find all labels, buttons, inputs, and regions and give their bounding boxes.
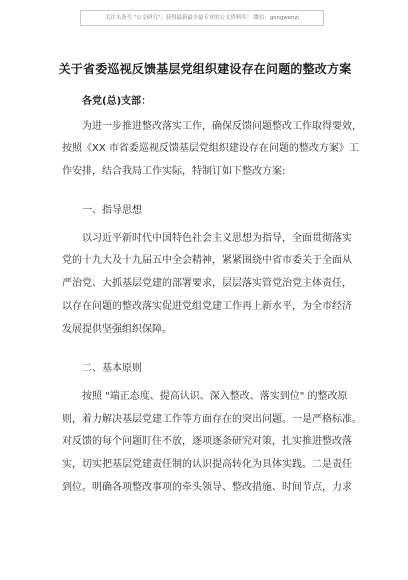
section1-line-5: 发展提供坚强组织保障。 [62,324,172,335]
section1-line-2: 党的十九大及十九届五中全会精神，紧紧围绕中省市委关于全面从 [62,255,352,266]
section1-line-4: 以存在问题的整改落实促进党组党建工作再上新水平，为全市经济 [62,301,352,312]
section2-line-3: 对反馈的每个问题盯住不放，逐项逐条研究对策，扎实推进整改落 [62,436,352,447]
document-title: 关于省委巡视反馈基层党组织建设存在问题的整改方案 [58,62,352,76]
section2-line-4: 实，切实把基层党建责任制的认识提高转化为具体实践。二是责任 [62,459,352,470]
section2-line-5: 到位。明确各项整改事项的牵头领导、整改措施、时间节点，力求 [62,482,352,493]
section1-line-3: 严治党、大抓基层党建的部署要求，层层落实管党治党主体责任， [62,278,352,289]
section-heading-guiding-thought: 一、指导思想 [82,205,142,216]
intro-line-3: 作安排，结合我局工作实际，特制订如下整改方案: [62,166,286,177]
intro-line-1: 为进一步推进整改落实工作，确保反馈问题整改工作取得要效， [82,121,362,132]
section1-line-1: 以习近平新时代中国特色社会主义思想为指导，全面贯彻落实 [82,233,352,244]
section-heading-basic-principles: 二、基本原则 [82,363,142,374]
salutation: 各党(总)支部： [82,96,152,107]
top-banner: 关注头条号 "公文研究"，获得最新最全最专业的公文资料库！ 微信：gongwenzj [80,10,324,26]
section2-line-2: 则，着力解决基层党建工作等方面存在的突出问题。一是严格标准。 [62,414,362,425]
intro-line-2: 按照《XX 市省委巡视反馈基层党组织建设存在问题的整改方案》工 [62,143,359,154]
section2-line-1: 按照 "端正态度、提高认识、深入整改、落实到位" 的整改原 [82,391,348,402]
